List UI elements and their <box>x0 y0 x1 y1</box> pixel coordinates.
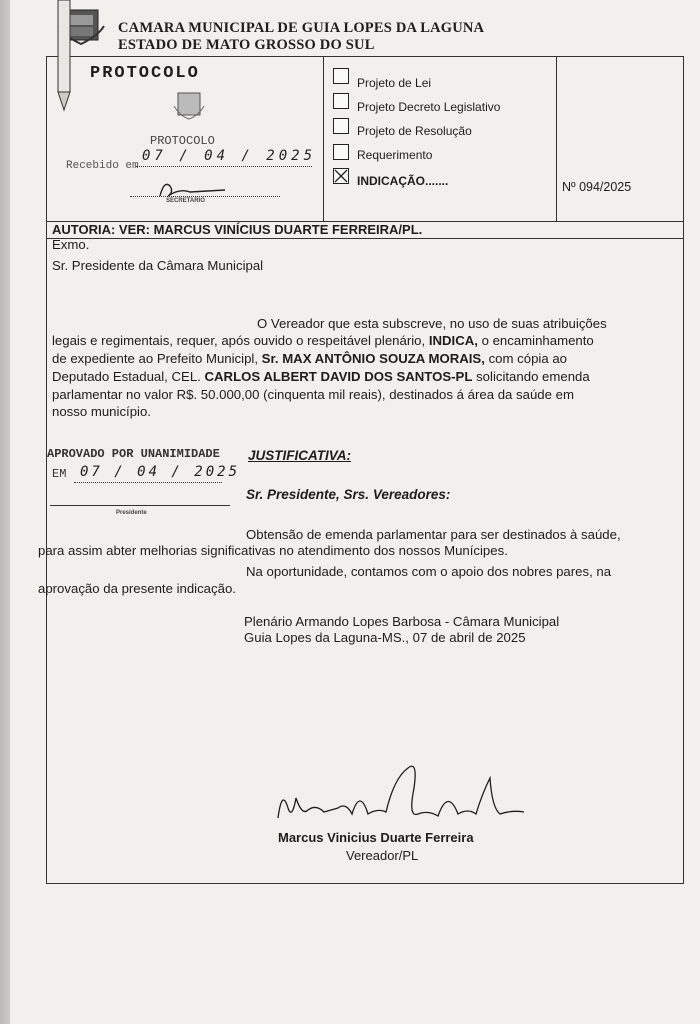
checkbox-projeto-decreto[interactable] <box>333 93 349 109</box>
place-line2: Guia Lopes da Laguna-MS., 07 de abril de 2025 <box>244 630 526 645</box>
president-label: Presidente <box>116 510 147 516</box>
justificativa-p1-l2: para assim abter melhorias significativas no atendimento dos nossos Munícipes. <box>38 543 508 558</box>
checkbox-projeto-lei[interactable] <box>333 68 349 84</box>
pencil-icon <box>52 0 76 112</box>
header-line1: CAMARA MUNICIPAL DE GUIA LOPES DA LAGUNA <box>118 20 485 36</box>
approval-stamp: APROVADO POR UNANIMIDADE <box>47 447 220 461</box>
label-projeto-resolucao: Projeto de Resolução <box>357 124 472 138</box>
paragraph-text: solicitando emenda <box>472 369 590 384</box>
paragraph-bold: CARLOS ALBERT DAVID DOS SANTOS-PL <box>204 369 473 384</box>
approval-date: 07 / 04 / 2025 <box>80 464 241 480</box>
justificativa-p2-l2: aprovação da presente indicação. <box>38 581 236 596</box>
paragraph-line1: O Vereador que esta subscreve, no uso de suas atribuições <box>257 316 607 331</box>
divider-h2 <box>46 238 683 239</box>
label-requerimento: Requerimento <box>357 148 433 162</box>
place-line1: Plenário Armando Lopes Barbosa - Câmara Municipal <box>244 614 560 629</box>
paragraph-text: de expediente ao Prefeito Municipl, <box>52 351 262 366</box>
approval-em-label: EM <box>52 467 67 481</box>
salutation-exmo: Exmo. <box>52 237 90 252</box>
paragraph-line4 <box>52 368 590 386</box>
autoria: AUTORIA: VER: MARCUS VINÍCIUS DUARTE FERREIRA/PL. <box>52 222 423 237</box>
protocol-stamp-label: PROTOCOLO <box>150 134 215 148</box>
protocol-date-line <box>136 166 312 167</box>
paragraph-text: Deputado Estadual, CEL. <box>52 369 205 384</box>
protocol-date: 07 / 04 / 2025 <box>142 148 317 164</box>
signatory-role: Vereador/PL <box>346 848 419 863</box>
paragraph-text: legais e regimentais, requer, após ouvido o respeitável plenário, <box>52 333 429 348</box>
justificativa-title: JUSTIFICATIVA: <box>248 448 351 463</box>
document-number: Nº 094/2025 <box>562 180 632 194</box>
paragraph-text: o encaminhamento <box>477 333 594 348</box>
paragraph-bold: Sr. MAX ANTÔNIO SOUZA MORAIS, <box>261 351 485 366</box>
justificativa-p1-l1: Obtensão de emenda parlamentar para ser destinados à saúde, <box>246 527 621 542</box>
paragraph-line3 <box>52 350 567 368</box>
salutation-presidente: Sr. Presidente da Câmara Municipal <box>52 258 264 273</box>
signatory-name: Marcus Vinicius Duarte Ferreira <box>278 830 474 845</box>
paragraph-bold: INDICA, <box>428 333 478 348</box>
approval-date-line <box>74 482 222 483</box>
justificativa-p2-l1: Na oportunidade, contamos com o apoio dos nobres pares, na <box>246 564 612 579</box>
paragraph-line6: nosso município. <box>52 404 151 419</box>
checkbox-projeto-resolucao[interactable] <box>333 118 349 134</box>
checkbox-x-icon <box>334 169 348 183</box>
justificativa-address: Sr. Presidente, Srs. Vereadores: <box>246 487 451 502</box>
paragraph-line2 <box>52 332 676 350</box>
paragraph-text: com cópia ao <box>484 351 568 366</box>
divider-v2 <box>556 56 557 222</box>
secretary-label: SECRETARIO <box>166 198 205 204</box>
checkbox-indicacao[interactable] <box>333 168 349 184</box>
protocol-received-label: Recebido em <box>66 160 139 172</box>
divider-v1 <box>323 56 324 222</box>
protocol-title: PROTOCOLO <box>90 64 200 83</box>
header-line2: ESTADO DE MATO GROSSO DO SUL <box>118 37 375 53</box>
label-projeto-decreto: Projeto Decreto Legislativo <box>357 100 501 114</box>
secretary-line <box>130 196 280 197</box>
paragraph-line5: parlamentar no valor R$. 50.000,00 (cinquenta mil reais), destinados á área da saúde em <box>52 387 574 402</box>
label-indicacao: INDICAÇÃO....... <box>357 174 449 188</box>
checkbox-requerimento[interactable] <box>333 144 349 160</box>
stamp-crest-icon <box>172 90 206 120</box>
label-projeto-lei: Projeto de Lei <box>357 76 432 90</box>
handwritten-signature-icon <box>268 758 538 836</box>
president-line <box>50 505 230 506</box>
